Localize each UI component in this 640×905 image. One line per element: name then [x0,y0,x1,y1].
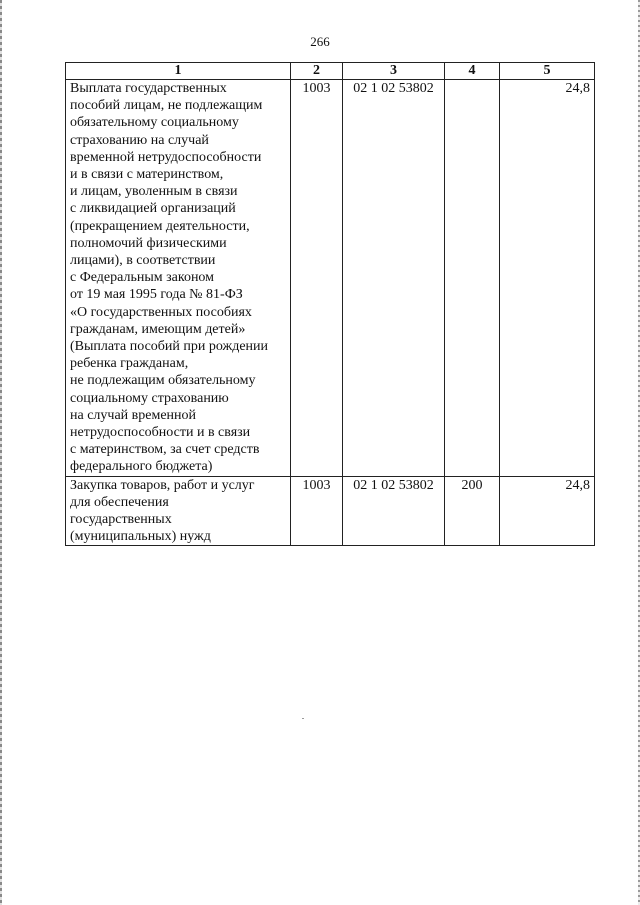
row-expense-type: 200 [445,476,500,546]
row-description: Закупка товаров, работ и услуг для обеспечения государственных (муниципальных) нужд [66,476,291,546]
page-number: 266 [310,34,330,49]
row-section-code: 1003 [291,476,343,546]
column-header-1: 1 [66,63,291,80]
row-amount: 24,8 [500,80,595,477]
column-header-5: 5 [500,63,595,80]
column-header-2: 2 [291,63,343,80]
scan-speck [302,718,304,719]
row-section-code: 1003 [291,80,343,477]
row-amount: 24,8 [500,476,595,546]
column-header-3: 3 [343,63,445,80]
row-target-article: 02 1 02 53802 [343,476,445,546]
column-header-4: 4 [445,63,500,80]
budget-table [65,62,595,546]
table-header-row [66,63,595,80]
table-row [66,476,595,546]
row-expense-type [445,80,500,477]
row-description: Выплата государственных пособий лицам, не подлежащим обязательному социальному страхованию на случай временной нетрудоспособности и в связи с материнством, и лицам, уволенным в связи с ликвидацией организаций (прекращением деятельности, полномочий физическими лицами), в соответствии с Федеральным законом от 19 мая 1995 года № 81-ФЗ «О государственных пособиях гражданам, имеющим детей» (Выплата пособий при рождении ребенка гражданам, не подлежащим обязательному социальному страхованию на случай временной нетрудоспособности и в связи с материнством, за счет средств федерального бюджета) [66,80,291,477]
scan-edge-left [0,0,2,905]
table-row [66,80,595,477]
row-target-article: 02 1 02 53802 [343,80,445,477]
